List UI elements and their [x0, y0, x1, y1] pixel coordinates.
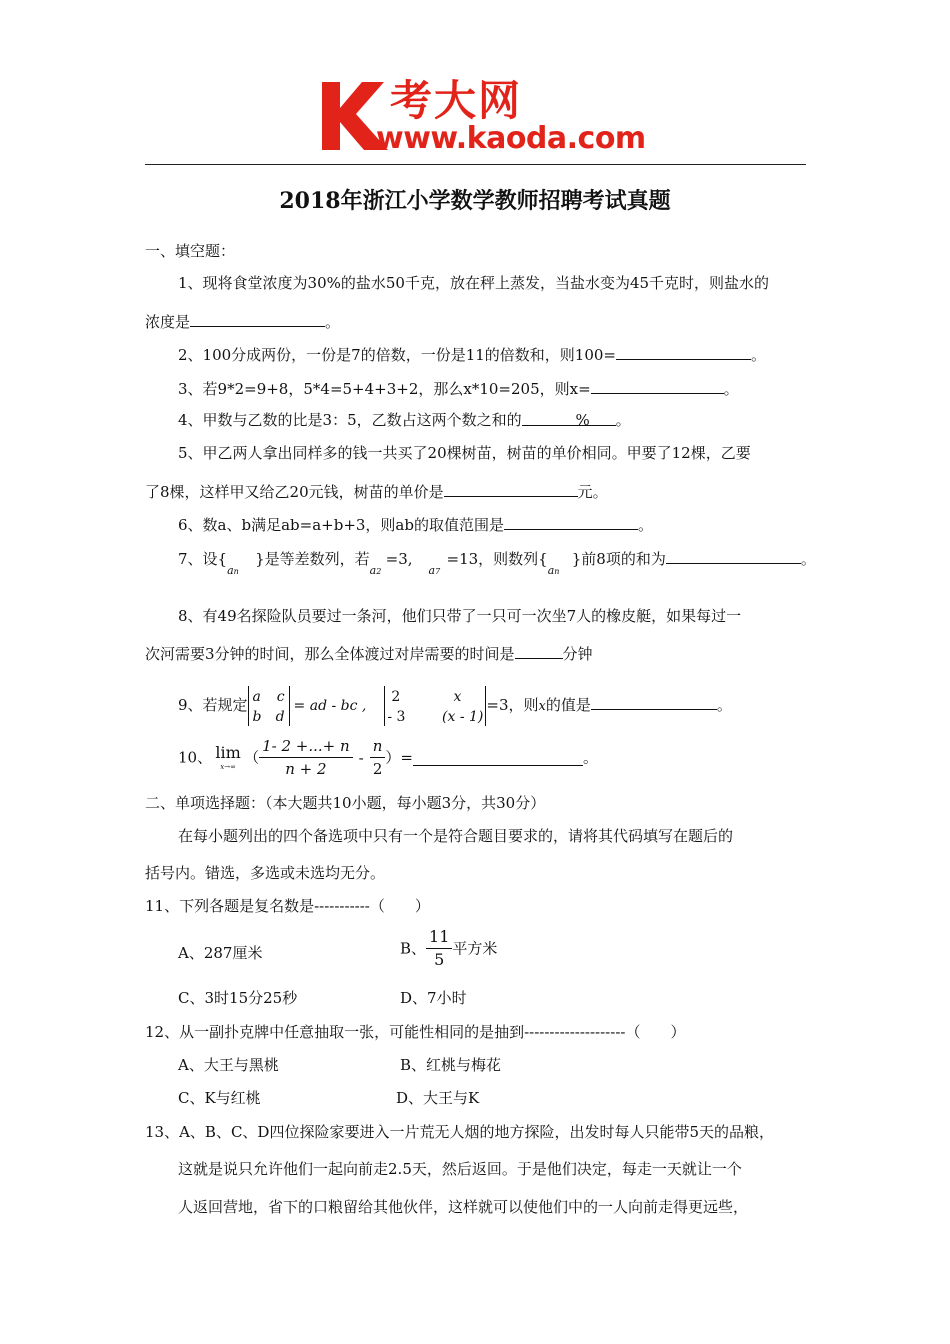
- instructions-line-2: 括号内。错选，多选或未选均无分。: [145, 864, 386, 882]
- option-c: C、3时15分25秒: [178, 989, 298, 1007]
- answer-blank[interactable]: [515, 642, 563, 659]
- option-a: A、287厘米: [178, 944, 263, 962]
- question-10: 10、 lim x→∞ （ $\frac{1- 2 +...+ n}{n + 2}$ - $\frac{n}{2}$ ）= 。: [178, 737, 599, 778]
- brand-name: 考大网: [390, 76, 523, 125]
- question-1-line-2: 浓度是 。: [145, 310, 340, 333]
- option-d: D、7小时: [400, 989, 467, 1007]
- determinant-definition: a c b d: [248, 686, 290, 726]
- question-13-line-3: 人返回营地，省下的口粮留给其他伙伴，这样就可以使他们中的一人向前走得更远些，: [178, 1198, 749, 1216]
- question-12-stem: 12、从一副扑克牌中任意抽取一张，可能性相同的是抽到--------------------（ ）: [145, 1023, 686, 1041]
- question-6: 6、数a、b满足ab=a+b+3，则ab的取值范围是 。: [178, 513, 653, 536]
- section-heading: 二、单项选择题：（本大题共10小题，每小题3分，共30分）: [145, 794, 546, 812]
- fraction: $\frac{1- 2 +...+ n}{n + 2}$: [259, 735, 353, 780]
- question-2: 2、100分成两份，一份是7的倍数，一份是11的倍数和，则100= 。: [178, 343, 766, 366]
- answer-blank[interactable]: [190, 310, 325, 327]
- question-11-stem: 11、下列各题是复名数是-----------（ ）: [145, 897, 430, 915]
- option-b: B、 $\frac{11}{5}$ 平方米: [400, 927, 498, 969]
- question-5-line-1: 5、甲乙两人拿出同样多的钱一共买了20棵树苗，树苗的单价相同。甲要了12棵，乙要: [178, 444, 751, 462]
- fraction: $\frac{11}{5}$: [426, 926, 452, 971]
- question-13-line-2: 这就是说只允许他们一起向前走2.5天，然后返回。于是他们决定，每走一天就让一个: [178, 1160, 742, 1178]
- brand-url: www.kaoda.com: [376, 121, 646, 156]
- option-d: D、大王与K: [396, 1089, 480, 1107]
- option-c: C、K与红桃: [178, 1089, 261, 1107]
- answer-blank[interactable]: [616, 343, 751, 360]
- option-b: B、红桃与梅花: [400, 1056, 502, 1074]
- limit-symbol: lim x→∞: [215, 742, 241, 771]
- question-8-line-2: 次河需要3分钟的时间，那么全体渡过对岸需要的时间是 分钟: [145, 642, 593, 665]
- determinant-problem: 2 x - 3 (x - 1): [384, 686, 486, 726]
- section-heading: 一、填空题：: [145, 242, 236, 260]
- fraction: $\frac{n}{2}$: [370, 735, 386, 780]
- question-13-line-1: 13、A、B、C、D四位探险家要进入一片荒无人烟的地方探险，出发时每人只能带5天的品粮，: [145, 1123, 774, 1141]
- question-9: 9、若规定 a c b d = ad - bc , 2 x - 3 (x - 1) =3，则x的值是 。: [178, 686, 732, 726]
- answer-blank[interactable]: [591, 377, 724, 394]
- question-5-line-2: 了8棵，这样甲又给乙20元钱，树苗的单价是 元。: [145, 480, 608, 503]
- answer-blank[interactable]: [413, 749, 583, 766]
- question-3: 3、若9*2=9+8，5*4=5+4+3+2，那么x*10=205，则x= 。: [178, 377, 739, 400]
- instructions-line-1: 在每小题列出的四个备选项中只有一个是符合题目要求的，请将其代码填写在题后的: [178, 827, 734, 845]
- answer-blank[interactable]: [591, 693, 717, 710]
- question-8-line-1: 8、有49名探险队员要过一条河，他们只带了一只可一次坐7人的橡皮艇，如果每过一: [178, 607, 742, 625]
- question-4: 4、甲数与乙数的比是3：5，乙数占这两个数之和的 % 。: [178, 411, 631, 429]
- kaoda-logo: [318, 78, 648, 158]
- header-divider: [145, 164, 806, 165]
- answer-blank[interactable]: [666, 547, 801, 564]
- answer-blank[interactable]: [504, 513, 638, 530]
- page-title: 2018年浙江小学数学教师招聘考试真题: [279, 188, 671, 214]
- question-1-line-1: 1、现将食堂浓度为30%的盐水50千克，放在秤上蒸发，当盐水变为45千克时，则盐水的: [178, 274, 770, 292]
- option-a: A、大王与黑桃: [178, 1056, 279, 1074]
- question-7: 7、设{an}是等差数列，若a2=3,a7=13，则数列{an}前8项的和为 。: [178, 547, 816, 573]
- answer-blank[interactable]: [444, 480, 578, 497]
- answer-blank[interactable]: %: [522, 409, 616, 426]
